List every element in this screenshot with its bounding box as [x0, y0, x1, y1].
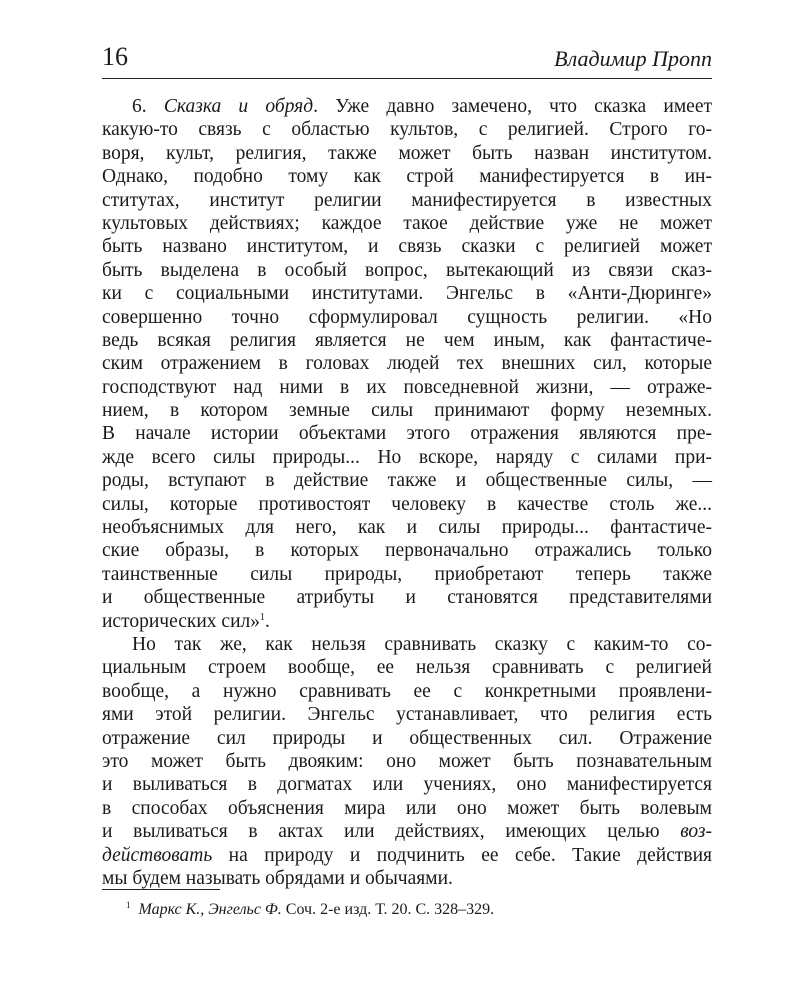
text-line: отражение сил природы и общественных сил. Отражение: [102, 727, 712, 749]
text-line: циальным строем вообще, ее нельзя сравнивать с религией: [102, 657, 712, 679]
text-line: ки с социальными институтами. Энгельс в «Анти-Дюринге»: [102, 283, 712, 305]
running-title: Владимир Пропп: [554, 46, 712, 71]
text-line: В начале истории объектами этого отражения являются пре-: [102, 423, 712, 445]
text-line: в способах объяснения мира или оно может быть волевым: [102, 797, 712, 819]
footnote-rule: [102, 889, 220, 890]
text-line: жде всего силы природы... Но вскоре, наряду с силами при-: [102, 446, 712, 468]
header-rule: [102, 78, 712, 79]
text-line: и выливаться в догматах или учениях, оно манифестируется: [102, 774, 712, 796]
section-heading: Сказка и обряд: [163, 96, 314, 117]
text-line: мы будем называть обрядами и обычаями.: [102, 867, 453, 889]
text-line: необъяснимых для него, как и силы природы... фантастиче-: [102, 517, 712, 539]
footnote-authors: Маркс К., Энгельс Ф.: [138, 901, 282, 918]
text-line: быть названо институтом, и связь сказки с религией может: [102, 236, 712, 258]
footnote-mark: 1: [126, 900, 131, 910]
text-line: ским отражением в головах людей тех внешних сил, которые: [102, 353, 712, 375]
text-line: быть выделена в особый вопрос, вытекающий из связи сказ-: [102, 259, 712, 281]
text-line: Однако, подобно тому как строй манифестируется в ин-: [102, 166, 712, 188]
body-text: [102, 95, 712, 890]
text-line: действовать на природу и подчинить ее себе. Такие действия: [102, 844, 712, 866]
footnote-ref: 1: [260, 611, 265, 623]
text-line: воря, культ, религия, также может быть назван институтом.: [102, 142, 712, 164]
text-line: ями этой религии. Энгельс устанавливает, что религия есть: [102, 704, 712, 726]
text-line: господствуют над ними в их повседневной жизни, — отраже-: [102, 376, 712, 398]
footnote-citation: Соч. 2-е изд. Т. 20. С. 328–329.: [281, 901, 495, 918]
text-line: какую-то связь с областью культов, с религией. Строго го-: [102, 119, 712, 141]
text-line: совершенно точно сформулировал сущность религии. «Но: [102, 306, 712, 328]
text-line: ские образы, в которых первоначально отражались только: [102, 540, 712, 562]
footnote: [126, 900, 494, 920]
text-line: исторических сил»$^1$.: [102, 610, 270, 632]
text-line: вообще, а нужно сравнивать ее с конкретными проявлени-: [102, 680, 712, 702]
text-line: это может быть двояким: оно может быть познавательным: [102, 750, 712, 772]
text-line: и общественные атрибуты и становятся представителями: [102, 587, 712, 609]
text-line: 6. Сказка и обряд. Уже давно замечено, что сказка имеет: [132, 96, 713, 117]
text-line: Но так же, как нельзя сравнивать сказку с каким-то со-: [132, 633, 712, 655]
text-line: и выливаться в актах или действиях, имеющих целью воз-: [102, 821, 712, 843]
text-line: ститутах, институт религии манифестируется в известных: [102, 189, 712, 211]
text-line: культовых действиях; каждое такое действие уже не может: [102, 212, 712, 234]
text-line: нием, в котором земные силы принимают форму неземных.: [102, 400, 712, 422]
page-number: 16: [102, 42, 128, 71]
text-line: роды, вступают в действие также и общественные силы, —: [102, 470, 712, 492]
running-header: [102, 42, 712, 76]
text-line: таинственные силы природы, приобретают теперь также: [102, 563, 712, 585]
text-line: силы, которые противостоят человеку в качестве столь же...: [102, 493, 712, 515]
text-line: ведь всякая религия является не чем иным, как фантастиче-: [102, 329, 712, 351]
